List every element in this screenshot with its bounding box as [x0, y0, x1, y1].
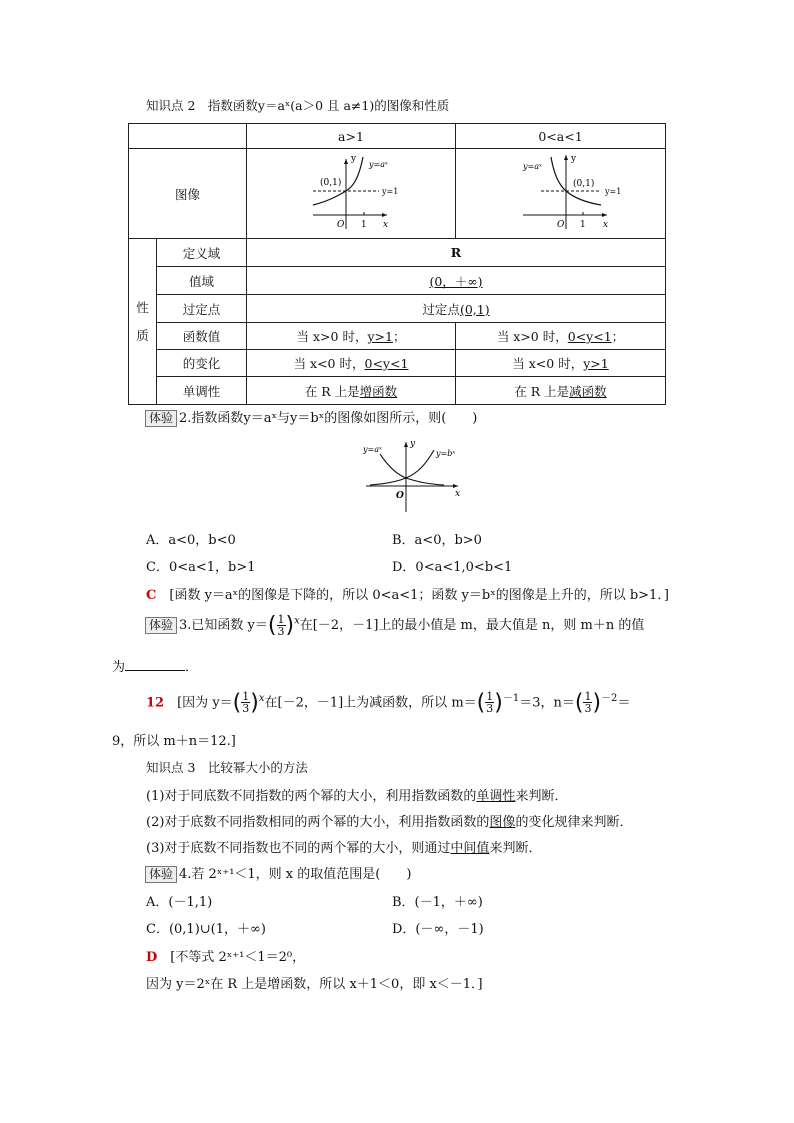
option-b[interactable]: B．a<0，b>0: [392, 533, 482, 548]
exercise-tag: 体验: [145, 617, 177, 634]
answer: 12: [146, 695, 165, 711]
kp3-method-1: (1)对于同底数不同指数的两个幂的大小，利用指数函数的单调性来判断．: [146, 789, 568, 804]
x-axis-label: x: [455, 489, 461, 499]
fixed-point-value: (0,1): [459, 301, 490, 317]
graph-a-lt1: [461, 149, 661, 235]
kp2-title: 知识点 2 指数函数y＝aˣ(a＞0 且 a≠1)的图像和性质: [146, 98, 450, 113]
option-a[interactable]: A．a<0，b<0: [146, 533, 236, 548]
header-a-gt1: a>1: [247, 124, 456, 149]
answer: C: [146, 588, 157, 603]
graph-a-gt1-cell: [247, 149, 456, 239]
exercise-2-solution: C [函数 y＝aˣ的图像是下降的，所以 0<a<1；函数 y＝bˣ的图像是上升的，所以 b>1．]: [146, 588, 669, 603]
fixed-point-label: (0,1): [572, 179, 594, 189]
range-value: (0，＋∞): [429, 273, 483, 289]
kp3-method-2: (2)对于底数不同指数相同的两个幂的大小，利用指数函数的图像的变化规律来判断．: [146, 815, 633, 830]
properties-table: [128, 123, 666, 405]
exercise-3-solution-line2: 9，所以 m＋n＝12.]: [112, 734, 236, 749]
option-c[interactable]: C．0<a<1，b>1: [146, 560, 256, 575]
domain-value: R: [247, 239, 666, 267]
kp3-title: 知识点 3 比较幂大小的方法: [146, 760, 308, 775]
asymptote-label: y=1: [604, 187, 621, 196]
exercise-3-solution: 12 [因为 y＝( $\frac{1}{3}$ )$^x$在[－2，－1]上为减函数，所以 m＝( $\frac{1}{3}$ )$^{-1}$＝3，n＝( $\frac{1}{3}$ )$^{-2}$＝: [146, 690, 631, 716]
origin-label: O: [556, 220, 564, 230]
header-a-lt1: 0<a<1: [456, 124, 666, 149]
header-empty-cell: [129, 124, 247, 149]
x-axis-label: x: [383, 220, 389, 230]
option-d[interactable]: D．0<a<1,0<b<1: [392, 560, 513, 575]
option-b[interactable]: B．(－1，＋∞): [392, 895, 483, 910]
domain-label: 定义域: [157, 239, 247, 267]
exercise-tag: 体验: [145, 410, 177, 427]
y-axis-label: y: [570, 154, 576, 164]
y-axis-label: y: [351, 154, 357, 164]
mono-lt1: 在 R 上是减函数: [456, 377, 666, 405]
asymptote-label: y=1: [382, 187, 399, 196]
range-label: 值域: [157, 267, 247, 295]
exercise-4-question: 体验 4.若 2ˣ⁺¹＜1，则 x 的取值范围是( ): [145, 863, 411, 883]
kp3-method-3: (3)对于底数不同指数也不同的两个幂的大小，则通过中间值来判断．: [146, 841, 542, 856]
tick-one-label: 1: [579, 220, 586, 230]
fixed-point-label: (0,1): [320, 178, 342, 188]
origin-label: O: [396, 491, 404, 501]
exercise-4-solution: D [不等式 2ˣ⁺¹＜1＝2⁰，: [146, 950, 306, 965]
curve-label: y=aˣ: [522, 162, 542, 171]
lt1-x-pos: 当 x>0 时，0<y<1；: [456, 323, 666, 350]
gt1-x-pos: 当 x>0 时，y>1；: [247, 323, 456, 350]
fixed-point-cell: 过定点(0,1): [247, 295, 666, 323]
exercise-2-graph: [360, 436, 470, 518]
exercise-3-blank-line: 为 ．: [112, 660, 199, 675]
exercise-3-question: 体验 3.已知函数 y＝( $\frac{1}{3}$ )$^x$在[－2，－1]上的最小值是 m，最大值是 n，则 m＋n 的值: [145, 613, 644, 638]
exercise-2-question: 体验 2.指数函数y＝aˣ与y＝bˣ的图像如图所示，则( ): [145, 407, 477, 427]
option-d[interactable]: D．(－∞，－1): [392, 922, 484, 937]
option-a[interactable]: A．(－1,1): [146, 895, 213, 910]
y-axis-label: y: [410, 439, 416, 449]
exercise-tag: 体验: [145, 866, 177, 883]
curve-label: y=aˣ: [369, 160, 388, 169]
lt1-x-neg: 当 x<0 时，y>1: [456, 350, 666, 377]
graph-a-gt1: [251, 149, 451, 235]
exercise-4-solution-line2: 因为 y＝2ˣ在 R 上是增函数，所以 x＋1＜0，即 x＜－1．]: [146, 977, 483, 992]
monotonicity-label: 单调性: [157, 377, 247, 405]
graph-a-lt1-cell: [456, 149, 666, 239]
answer: D: [146, 950, 158, 965]
row-graph-label: 图像: [129, 149, 247, 239]
origin-label: O: [337, 220, 345, 230]
x-axis-label: x: [602, 220, 608, 230]
change-label-2: 的变化: [157, 350, 247, 377]
properties-group-label: 性 质: [129, 239, 157, 405]
curve-a-label: y=aˣ: [363, 445, 382, 454]
gt1-x-neg: 当 x<0 时，0<y<1: [247, 350, 456, 377]
answer-blank[interactable]: [125, 658, 185, 671]
mono-gt1: 在 R 上是增函数: [247, 377, 456, 405]
fixed-point-row-label: 过定点: [157, 295, 247, 323]
change-label-1: 函数值: [157, 323, 247, 350]
option-c[interactable]: C．(0,1)∪(1，＋∞): [146, 922, 266, 937]
curve-b-label: y=bˣ: [436, 449, 456, 458]
range-value-cell: [247, 267, 666, 295]
tick-one-label: 1: [361, 220, 367, 230]
